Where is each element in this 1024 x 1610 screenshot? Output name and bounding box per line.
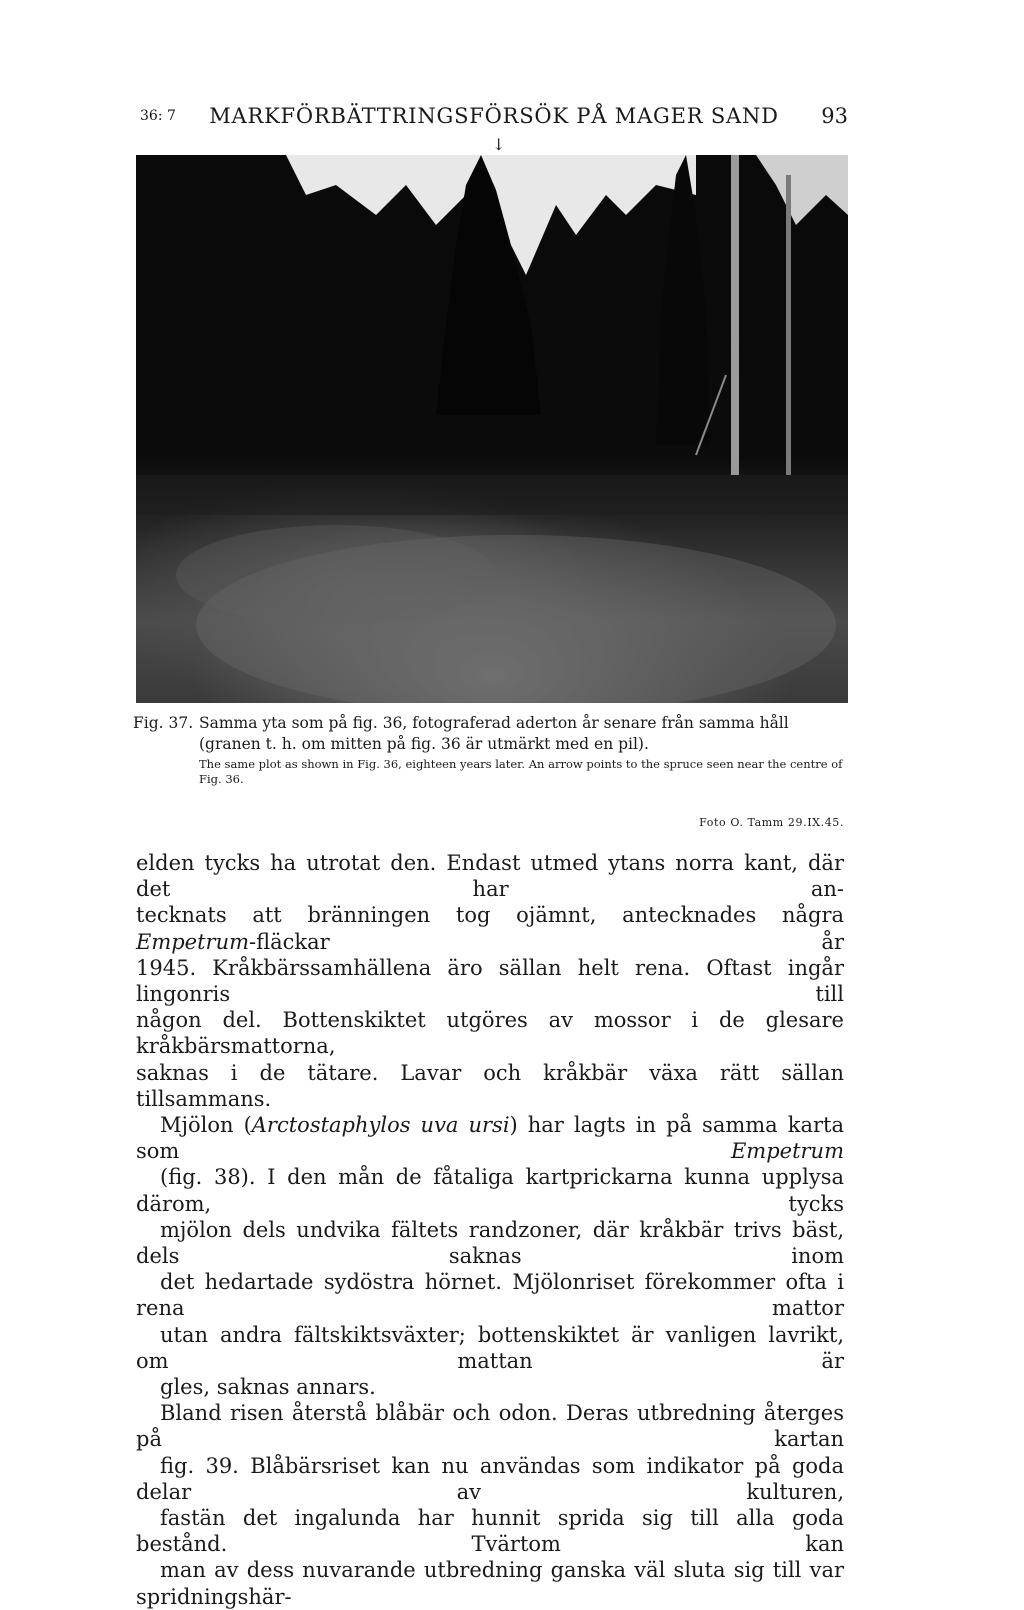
text-line: gles, saknas annars. [160,1375,376,1400]
paragraph-2 [136,1112,844,1400]
text-line: man av dess nuvarande utbredning ganska väl sluta sig till var spridningshär- [136,1558,844,1609]
running-header [140,104,848,134]
caption-line-1: Samma yta som på fig. 36, fotograferad aderton år senare från samma håll [199,714,789,732]
photo-credit: Foto O. Tamm 29.IX.45. [699,816,844,829]
arrow-marker: ↓ [492,135,506,154]
text-line: mjölon dels undvika fältets randzoner, där kråkbär trivs bäst, dels saknas inom [136,1217,844,1269]
taxon-name: Empetrum [730,1139,844,1164]
text-line: (fig. 38). I den mån de fåtaliga kartprickarna kunna upplysa därom, tycks [136,1165,844,1216]
photo-forest-icon [136,155,848,703]
text-line: fastän det ingalunda har hunnit sprida sig till alla goda bestånd. Tvärtom kan [136,1506,844,1557]
body-text [136,850,844,1610]
text-line: 1945. Kråkbärssamhällena äro sällan helt rena. Oftast ingår lingonris till [136,955,844,1007]
text-line: någon del. Bottenskiktet utgöres av mossor i de glesare kråkbärsmattorna, [136,1008,844,1059]
text-line: tecknats att bränningen tog ojämnt, antecknades några Empetrum-fläckar år [136,903,844,954]
text-line: saknas i de tätare. Lavar och kråkbär växa rätt sällan tillsammans. [136,1060,844,1111]
figure-caption-english: The same plot as shown in Fig. 36, eighteen years later. An arrow points to the spruce seen near the centre of Fig. 36. [199,757,843,786]
text-line: det hedartade sydöstra hörnet. Mjölonriset förekommer ofta i rena mattor [136,1270,844,1321]
running-title: MARKFÖRBÄTTRINGSFÖRSÖK PÅ MAGER SAND [209,104,779,128]
paragraph-3 [136,1400,844,1610]
text-line: fig. 39. Blåbärsriset kan nu användas som indikator på goda delar av kulturen, [136,1453,844,1504]
paragraph-1 [136,850,844,1112]
page-number: 93 [821,104,848,128]
taxon-name: Empetrum [136,929,250,954]
section-number: 36: 7 [140,108,176,124]
figure-photo [136,155,848,703]
taxon-name: Arctostaphylos uva ursi [251,1113,510,1138]
text-line: Mjölon (Arctostaphylos uva ursi) har lagts in på samma karta som Empetrum [136,1113,844,1164]
figure-label: Fig. 37. [133,714,194,732]
text-line: utan andra fältskiktsväxter; bottenskiktet är vanligen lavrikt, om mattan är [136,1322,844,1373]
text-line: Bland risen återstå blåbär och odon. Deras utbredning återges på kartan [136,1401,844,1452]
figure-caption-swedish [133,713,845,755]
caption-line-2: (granen t. h. om mitten på fig. 36 är utmärkt med en pil). [199,735,649,753]
text-line: elden tycks ha utrotat den. Endast utmed ytans norra kant, där det har an- [136,851,844,902]
